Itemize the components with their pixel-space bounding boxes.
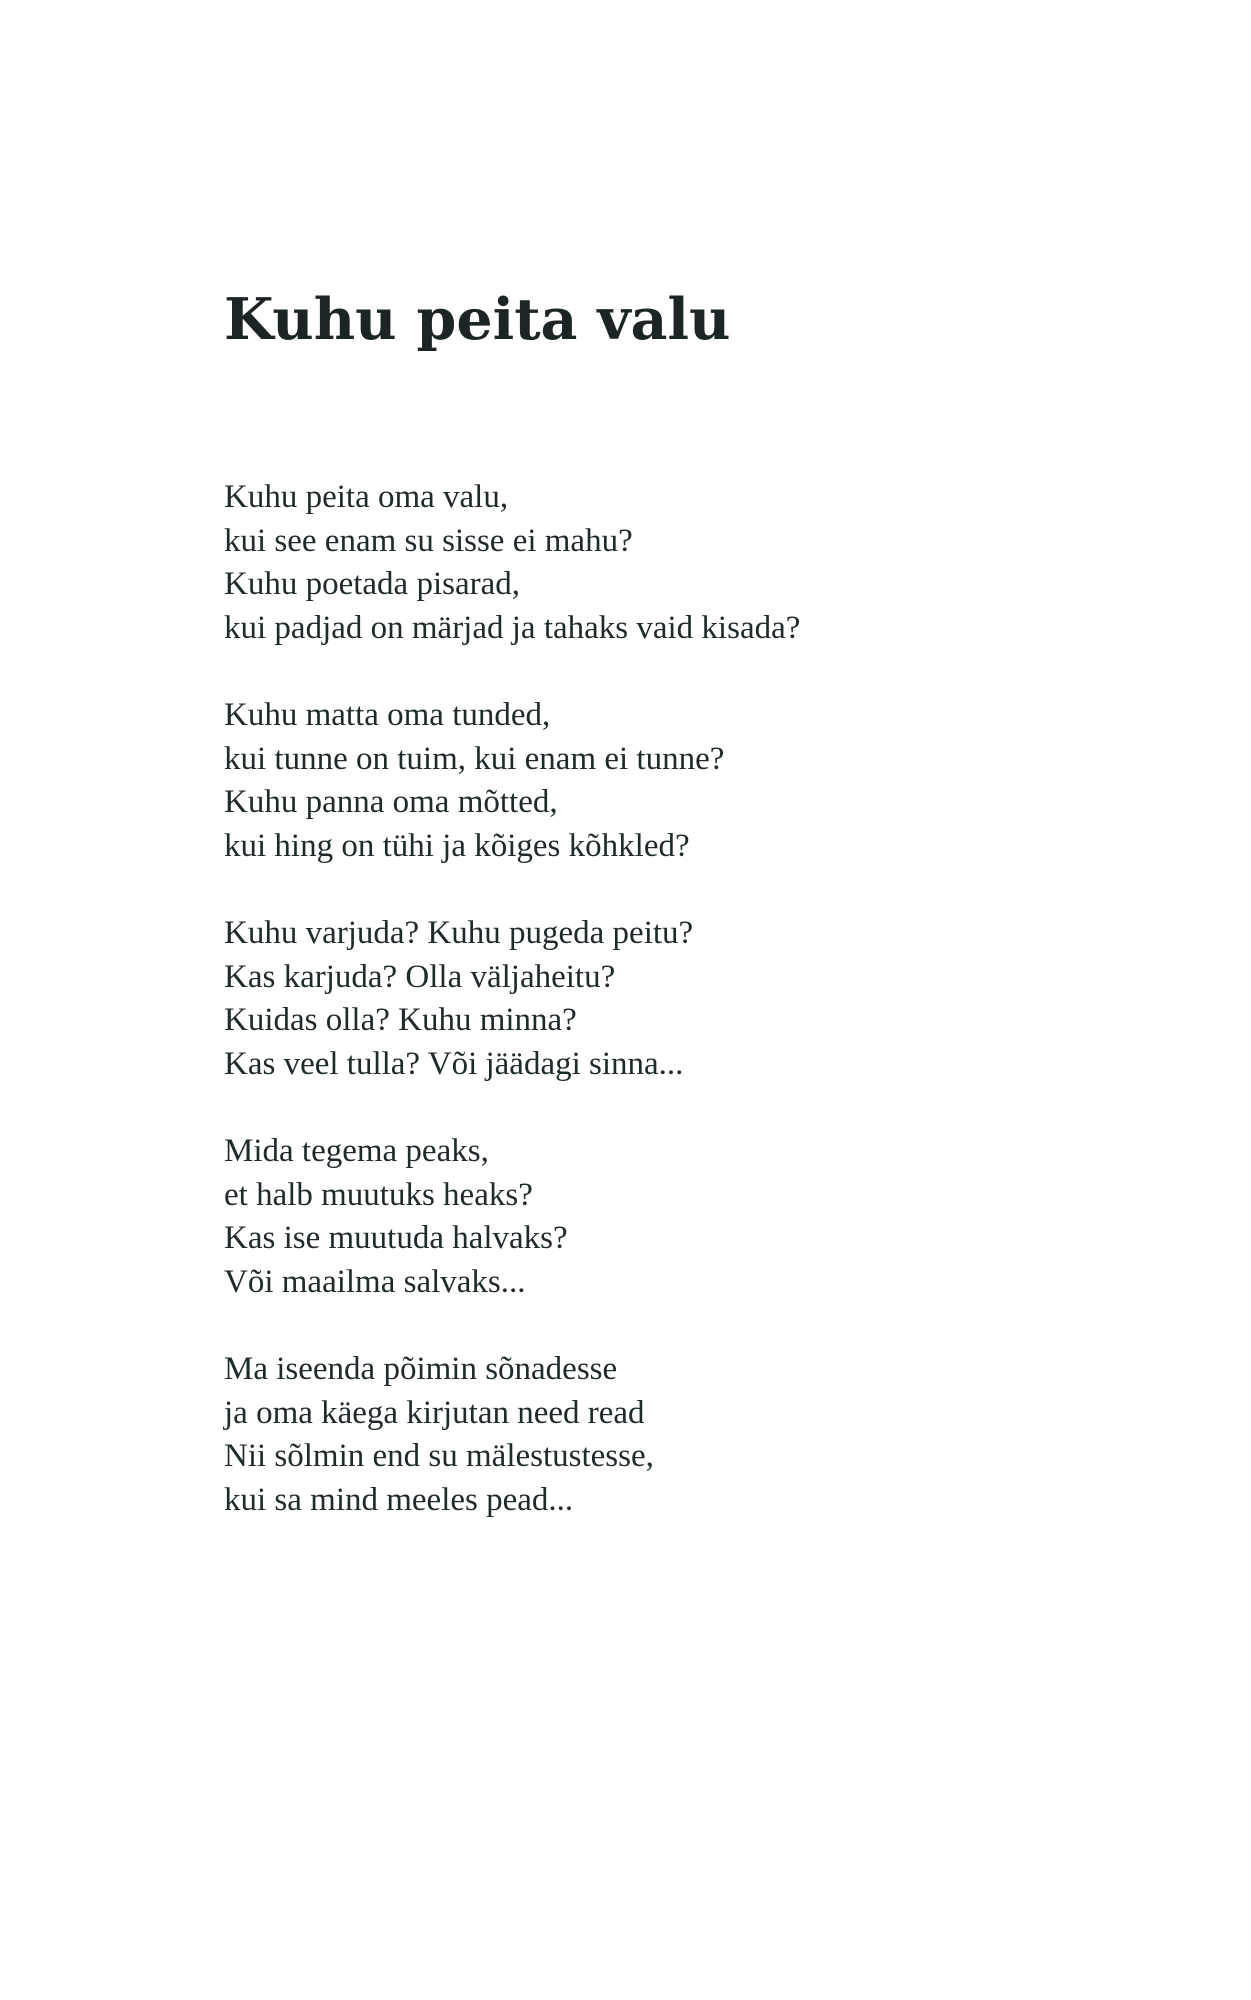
poem-line: Kuhu panna oma mõtted, bbox=[224, 784, 558, 820]
poem-line: et halb muutuks heaks? bbox=[224, 1176, 533, 1213]
poem-line: Kuhu poetada pisarad, bbox=[224, 566, 520, 602]
poem-line: Kas ise muutuda halvaks? bbox=[224, 1220, 568, 1256]
poem-line: Kuhu matta oma tunded, bbox=[224, 697, 551, 733]
stanza-5 bbox=[224, 1348, 1184, 1522]
poem-line: Kas veel tulla? Või jäädagi sinna... bbox=[224, 1045, 684, 1082]
poem-body bbox=[224, 476, 1184, 1566]
poem-line: Või maailma salvaks... bbox=[224, 1263, 526, 1300]
poem-line: kui tunne on tuim, kui enam ei tunne? bbox=[224, 740, 725, 777]
poem-line: Kuhu peita oma valu, bbox=[224, 479, 509, 515]
poem-line: Kuidas olla? Kuhu minna? bbox=[224, 1002, 577, 1038]
poem-line: kui hing on tühi ja kõiges kõhkled? bbox=[224, 827, 690, 864]
poem-line: Nii sõlmin end su mälestustesse, bbox=[224, 1438, 654, 1474]
poem-line: Ma iseenda põimin sõnadesse bbox=[224, 1351, 618, 1387]
poem-line: kui sa mind meeles pead... bbox=[224, 1481, 574, 1518]
poem-line: kui see enam su sisse ei mahu? bbox=[224, 522, 633, 559]
poem-line: Kas karjuda? Olla väljaheitu? bbox=[224, 958, 616, 995]
poem-line: Kuhu varjuda? Kuhu pugeda peitu? bbox=[224, 915, 694, 951]
poem-line: kui padjad on märjad ja tahaks vaid kisada? bbox=[224, 609, 801, 646]
stanza-2 bbox=[224, 694, 1184, 868]
poem-line: ja oma käega kirjutan need read bbox=[224, 1394, 645, 1431]
stanza-4 bbox=[224, 1130, 1184, 1304]
stanza-1 bbox=[224, 476, 1184, 650]
poem-line: Mida tegema peaks, bbox=[224, 1133, 489, 1169]
stanza-3 bbox=[224, 912, 1184, 1086]
poem-title: Kuhu peita valu bbox=[224, 286, 731, 353]
